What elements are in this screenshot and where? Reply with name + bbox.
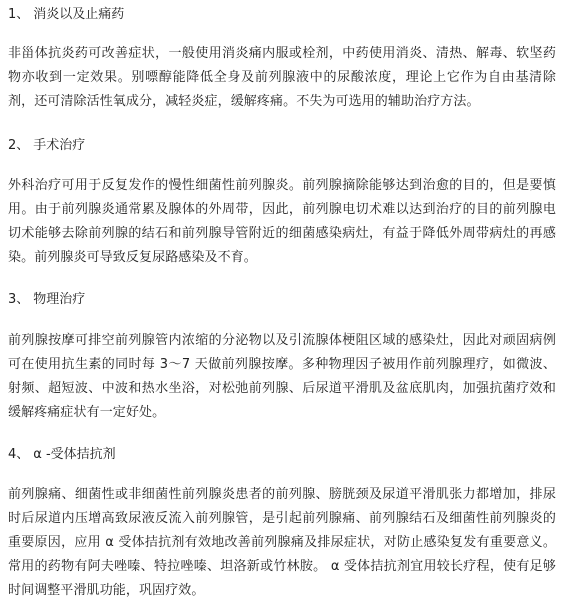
section-title: 物理治疗 <box>33 292 86 307</box>
section-alpha-blockers <box>8 443 556 603</box>
section-number: 4、 <box>8 447 30 462</box>
section-number: 2、 <box>8 138 30 153</box>
section-paragraph: 外科治疗可用于反复发作的慢性细菌性前列腺炎。前列腺摘除能够达到治愈的目的，但是要慎用。由于前列腺炎通常累及腺体的外周带，因此，前列腺电切术难以达到治疗的目的前列腺电切术能够去除前列腺的结石和前列腺导管附近的细菌感染病灶，有益于降低外周带病灶的再感染。前列腺炎可导致反复尿路感染及不育。 <box>8 178 556 265</box>
section-heading <box>8 443 556 467</box>
section-anti-inflammatory <box>8 0 556 114</box>
section-heading <box>8 288 556 312</box>
section-number: 1、 <box>8 7 30 22</box>
section-heading <box>8 134 556 158</box>
section-number: 3、 <box>8 292 30 307</box>
section-physical-therapy <box>8 288 556 425</box>
section-paragraph: 前列腺痛、细菌性或非细菌性前列腺炎患者的前列腺、膀胱颈及尿道平滑肌张力都增加，排尿时后尿道内压增高致尿液反流入前列腺管，是引起前列腺痛、前列腺结石及细菌性前列腺炎的重要原因，应用 α 受体拮抗剂有效地改善前列腺痛及排尿症状，对防止感染复发有重要意义。常用的药物有阿夫唑嗪、特拉唑嗪、坦洛新或竹林胺。 α 受体拮抗剂宜用较长疗程，使有足够时间调整平滑肌功能，巩固疗效。 <box>8 487 556 598</box>
section-paragraph: 前列腺按摩可排空前列腺管内浓缩的分泌物以及引流腺体梗阻区域的感染灶，因此对顽固病例可在使用抗生素的同时每 3～7 天做前列腺按摩。多种物理因子被用作前列腺理疗，如微波、射频、超短波、中波和热水坐浴，对松弛前列腺、后尿道平滑肌及盆底肌肉，加强抗菌疗效和缓解疼痛症状有一定好处。 <box>8 333 556 420</box>
section-heading <box>8 0 556 27</box>
section-title: 手术治疗 <box>33 138 86 153</box>
section-paragraph: 非甾体抗炎药可改善症状，一般使用消炎痛内服或栓剂，中药使用消炎、清热、解毒、软坚药物亦收到一定效果。别嘌醇能降低全身及前列腺液中的尿酸浓度，理论上它作为自由基清除剂，还可清除活性氧成分，减轻炎症，缓解疼痛。不失为可选用的辅助治疗方法。 <box>8 46 556 109</box>
section-title: α -受体拮抗剂 <box>33 447 116 462</box>
section-title: 消炎以及止痛药 <box>33 7 125 22</box>
section-surgery <box>8 134 556 270</box>
